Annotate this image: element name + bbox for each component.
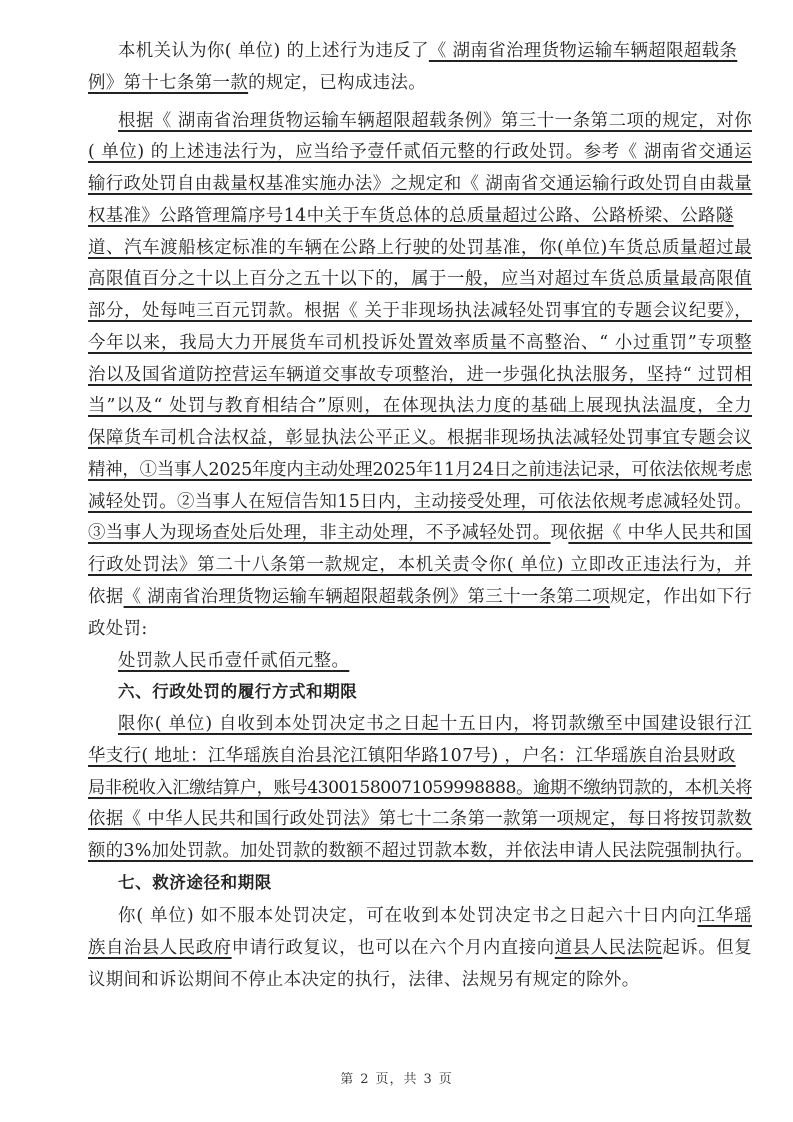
underlined-text: 道县人民法院 — [554, 938, 663, 958]
underlined-text: 保障货车司机合法权益，彰显执法公平正义。根据非现场执法减轻处罚事宜专题会议 — [88, 428, 752, 448]
underlined-text: 减轻处罚。②当事人在短信告知15日内，主动接受处理，可依法依规考虑减轻处罚。 — [88, 492, 752, 512]
text-segment: 依据 — [88, 587, 124, 607]
text-segment: 起诉。但复 — [662, 938, 752, 958]
underlined-text: 部分，处每吨三百元罚款。根据《 关于非现场执法减轻处罚事宜的专题会议纪要》， — [88, 301, 752, 321]
paragraph-line — [88, 457, 752, 483]
text-segment: 七、救济途径和期限 — [118, 873, 272, 892]
text-segment: 现 — [550, 523, 569, 543]
text-segment: 你( 单位) 如不服本处罚决定，可在收到本处罚决定书之日起六十日内向 — [118, 906, 698, 926]
page-footer — [0, 1068, 793, 1087]
underlined-text: 精神，①当事人2025年度内主动处理2025年11月24日之前违法记录，可依法依规考虑 — [88, 460, 752, 480]
underlined-text: 局非税收入汇缴结算户，账号43001580071059998888。逾期不缴纳罚款的，本机关将 — [88, 778, 752, 798]
underlined-text: 江华瑶 — [697, 906, 752, 926]
paragraph-line — [88, 70, 752, 96]
current-page-number: 2 — [360, 1072, 370, 1087]
underlined-text: ( 单位) 的上述违法行为，应当给予壹仟贰佰元整的行政处罚。参考《 湖南省交通运 — [88, 142, 752, 162]
paragraph-line — [118, 903, 752, 929]
paragraph-line — [88, 362, 752, 388]
text-segment: 的规定，已构成违法。 — [248, 73, 427, 93]
page-prefix: 第 — [340, 1072, 355, 1087]
total-pages-number: 3 — [423, 1072, 433, 1087]
underlined-text: 输行政处罚自由裁量权基准实施办法》之规定和《 湖南省交通运输行政处罚自由裁量 — [88, 174, 753, 194]
underlined-text: 今年以来，我局大力开展货车司机投诉处置效率质量不高整治、“ 小过重罚”专项整 — [88, 333, 752, 353]
underlined-text: 《 湖南省治理货物运输车辆超限超载条 — [428, 41, 738, 61]
paragraph-line — [88, 393, 752, 419]
page-suffix: 页 — [438, 1072, 453, 1087]
paragraph-line — [88, 171, 752, 197]
underlined-text: 族自治县人民政府 — [88, 938, 232, 958]
paragraph-line — [88, 838, 752, 864]
underlined-text: 当”以及“ 处罚与教育相结合”原则，在体现执法力度的基础上展现执法温度，全力 — [88, 396, 752, 416]
text-segment: 规定，作出如下行 — [609, 587, 753, 607]
underlined-text: 依据《 中华人民共和国 — [568, 523, 753, 543]
underlined-text: 《 湖南省治理货物运输车辆超限超载条例》第三十一条第二项 — [123, 587, 610, 607]
paragraph-line — [88, 584, 752, 610]
paragraph-line — [88, 235, 752, 261]
paragraph-line — [88, 330, 752, 356]
paragraph-line — [118, 648, 752, 674]
underlined-text: 华支行( 地址：江华瑶族自治县沱江镇阳华路107号) ，户名：江华瑶族自治县财政 — [88, 746, 736, 766]
underlined-text: 限你( 单位) 自收到本处罚决定书之日起十五日内，将罚款缴至中国建设银行江 — [118, 714, 752, 734]
paragraph-line — [88, 743, 752, 769]
underlined-text: 额的3%加处罚款。加处罚款的数额不超过罚款本数，并依法申请人民法院强制执行。 — [88, 841, 754, 861]
text-segment: 申请行政复议，也可以在六个月内直接向 — [231, 938, 555, 958]
underlined-text: 行政处罚法》第二十八条第一款规定，本机关责令你( 单位) 立即改正违法行为，并 — [88, 555, 752, 575]
underlined-text: ③当事人为现场查处后处理，非主动处理，不予减轻处罚。 — [88, 523, 551, 543]
underlined-text: 道、汽车渡船核定标准的车辆在公路上行驶的处罚基准，你(单位)车货总质量超过最 — [88, 238, 752, 258]
paragraph-line — [88, 935, 752, 961]
underlined-text: 权基准》公路管理篇序号14中关于车货总体的总质量超过公路、公路桥梁、公路隧 — [88, 206, 734, 226]
underlined-text: 高限值百分之十以上百分之五十以下的，属于一般，应当对超过车货总质量最高限值 — [88, 269, 752, 289]
paragraph-line — [88, 616, 752, 642]
text-segment: 六、行政处罚的履行方式和期限 — [118, 682, 358, 701]
paragraph-line — [88, 298, 752, 324]
paragraph-line — [88, 520, 752, 546]
underlined-text: 根据《 湖南省治理货物运输车辆超限超载条例》第三十一条第二项的规定，对你 — [118, 111, 752, 131]
text-segment: 本机关认为你( 单位) 的上述行为违反了 — [118, 41, 429, 61]
underlined-text: 处罚款人民币壹仟贰佰元整。 — [118, 651, 350, 671]
paragraph-line — [88, 806, 752, 832]
text-segment: 政处罚: — [88, 619, 148, 639]
paragraph-line — [88, 775, 752, 801]
paragraph-line — [88, 552, 752, 578]
paragraph-line — [88, 967, 752, 993]
section-heading — [118, 679, 752, 705]
paragraph-line — [88, 203, 752, 229]
paragraph-line — [88, 266, 752, 292]
paragraph-line — [118, 711, 752, 737]
underlined-text: 例》第十七条第一款 — [88, 73, 249, 93]
page-mid: 页，共 — [375, 1072, 418, 1087]
paragraph-line — [88, 489, 752, 515]
underlined-text: 治以及国省道防控营运车辆道交事故专项整治，进一步强化执法服务，坚持“ 过罚相 — [88, 365, 752, 385]
section-heading — [118, 870, 752, 896]
paragraph-line — [88, 425, 752, 451]
text-segment: 议期间和诉讼期间不停止本决定的执行，法律、法规另有规定的除外。 — [88, 970, 640, 990]
underlined-text: 依据《 中华人民共和国行政处罚法》第七十二条第一款第一项规定，每日将按罚款数 — [88, 809, 753, 829]
paragraph-line — [88, 139, 752, 165]
paragraph-line — [118, 38, 752, 64]
paragraph-line — [118, 108, 752, 134]
